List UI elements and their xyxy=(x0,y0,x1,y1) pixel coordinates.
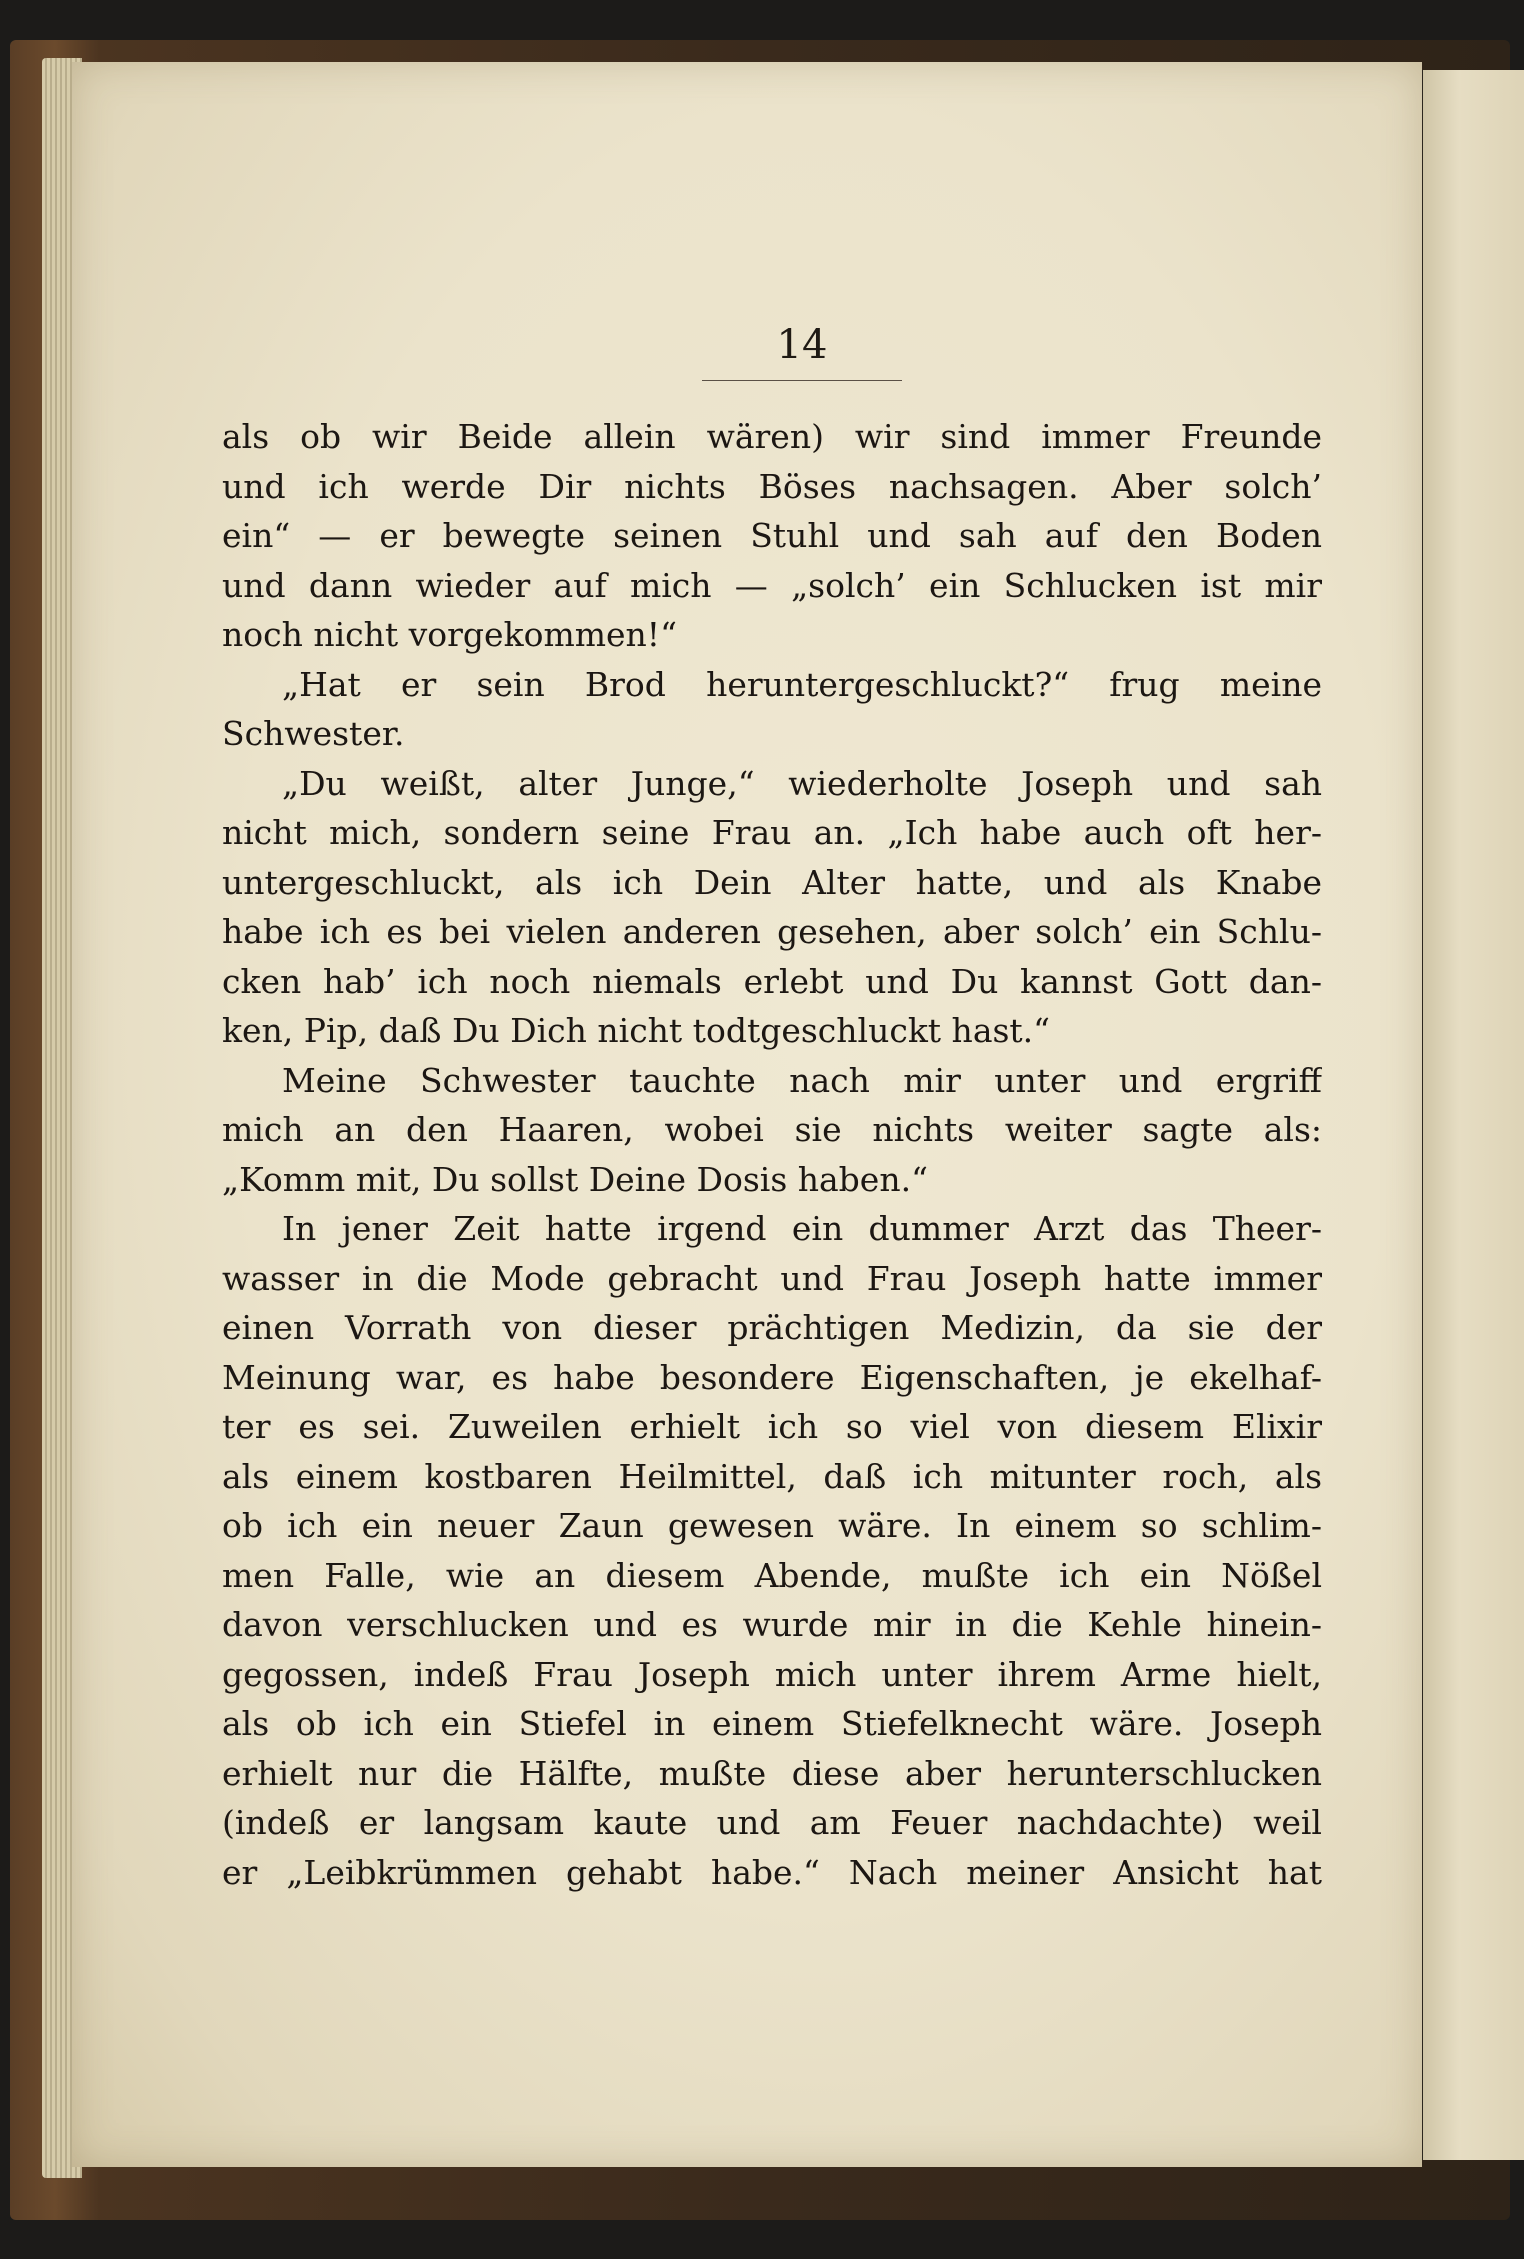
page-body-text xyxy=(222,412,1322,1897)
text-line: ter es sei. Zuweilen erhielt ich so viel von diesem Elixir xyxy=(222,1407,1322,1446)
text-line: Schwester. xyxy=(222,714,405,753)
text-line: habe ich es bei vielen anderen gesehen, aber solch’ ein Schlu- xyxy=(222,912,1322,951)
text-line: „Komm mit, Du sollst Deine Dosis haben.“ xyxy=(222,1159,928,1199)
text-line: ein“ — er bewegte seinen Stuhl und sah auf den Boden xyxy=(222,516,1322,555)
text-line: einen Vorrath von dieser prächtigen Medizin, da sie der xyxy=(222,1308,1322,1347)
text-line: ob ich ein neuer Zaun gewesen wäre. In einem so schlim- xyxy=(222,1506,1322,1545)
text-line: noch nicht vorgekommen!“ xyxy=(222,615,677,654)
text-line: men Falle, wie an diesem Abende, mußte ich ein Nößel xyxy=(222,1555,1322,1595)
text-line: als einem kostbaren Heilmittel, daß ich mitunter roch, als xyxy=(222,1456,1322,1496)
page-number-rule xyxy=(702,380,902,381)
text-line: und dann wieder auf mich — „solch’ ein Schlucken ist mir xyxy=(222,565,1322,605)
text-line: (indeß er langsam kaute und am Feuer nachdachte) weil xyxy=(222,1803,1322,1842)
text-line: er „Leibkrümmen gehabt habe.“ Nach meiner Ansicht hat xyxy=(222,1852,1322,1892)
text-line: ken, Pip, daß Du Dich nicht todtgeschluckt hast.“ xyxy=(222,1011,1051,1050)
page-number: 14 xyxy=(776,322,828,368)
text-line: Meinung war, es habe besondere Eigenschaften, je ekelhaf- xyxy=(222,1357,1322,1397)
book-page xyxy=(72,62,1422,2167)
text-line: mich an den Haaren, wobei sie nichts weiter sagte als: xyxy=(222,1110,1322,1149)
text-line: „Du weißt, alter Junge,“ wiederholte Joseph und sah xyxy=(282,763,1322,803)
text-line: und ich werde Dir nichts Böses nachsagen. Aber solch’ xyxy=(222,466,1322,506)
text-line: als ob wir Beide allein wären) wir sind immer Freunde xyxy=(222,417,1322,456)
text-line: wasser in die Mode gebracht und Frau Joseph hatte immer xyxy=(222,1258,1322,1298)
text-line: untergeschluckt, als ich Dein Alter hatte, und als Knabe xyxy=(222,862,1322,902)
text-line: gegossen, indeß Frau Joseph mich unter ihrem Arme hielt, xyxy=(222,1654,1322,1694)
text-line: davon verschlucken und es wurde mir in die Kehle hinein- xyxy=(222,1605,1322,1644)
text-line: Meine Schwester tauchte nach mir unter und ergriff xyxy=(282,1060,1322,1100)
text-line: als ob ich ein Stiefel in einem Stiefelknecht wäre. Joseph xyxy=(222,1704,1322,1743)
text-line: nicht mich, sondern seine Frau an. „Ich habe auch oft her- xyxy=(222,813,1322,852)
text-line: erhielt nur die Hälfte, mußte diese aber herunterschlucken xyxy=(222,1753,1322,1793)
facing-page-edge xyxy=(1420,70,1524,2160)
text-line: In jener Zeit hatte irgend ein dummer Arzt das Theer- xyxy=(282,1209,1322,1248)
text-line: „Hat er sein Brod heruntergeschluckt?“ frug meine xyxy=(282,664,1322,704)
text-line: cken hab’ ich noch niemals erlebt und Du kannst Gott dan- xyxy=(222,961,1322,1001)
